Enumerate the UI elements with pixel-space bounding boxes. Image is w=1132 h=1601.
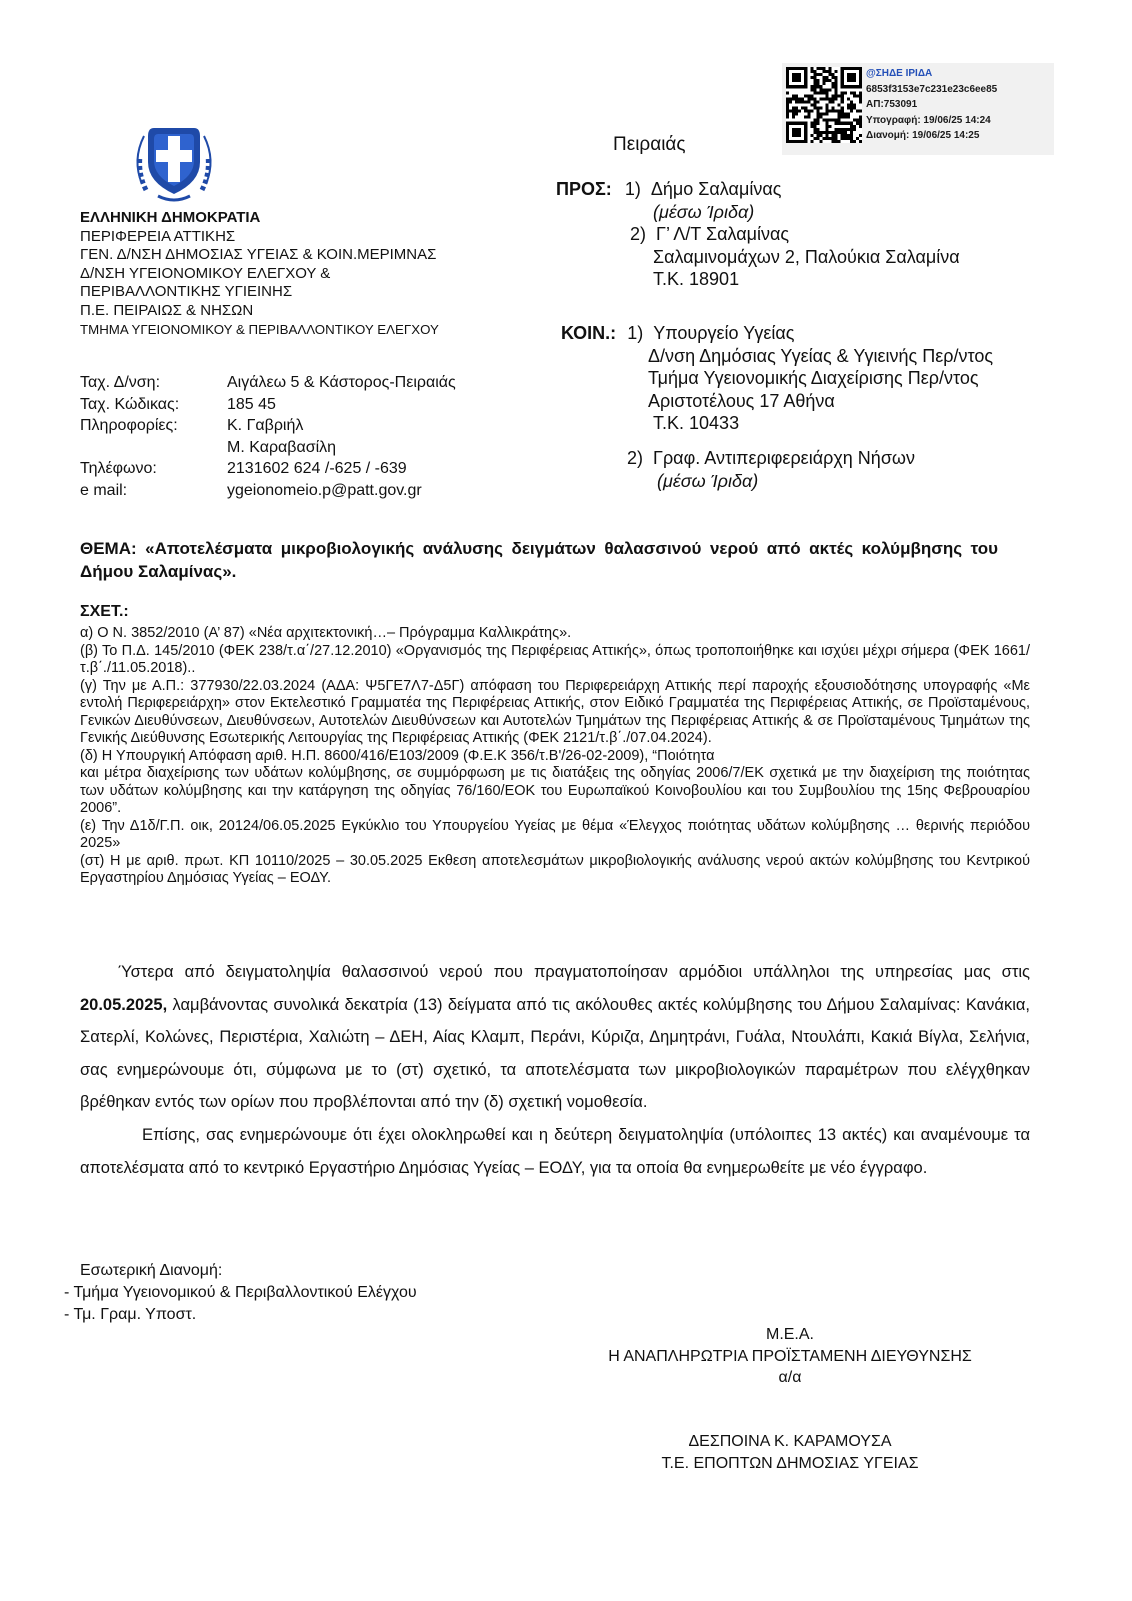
org-country: ΕΛΛΗΝΙΚΗ ΔΗΜΟΚΡΑΤΙΑ [80, 209, 261, 226]
cc-1-number: 1) [627, 323, 644, 343]
cc-1-line-2: Δ/νση Δημόσιας Υγείας & Υγιεινής Περ/ντος [648, 345, 994, 366]
signature-aa: α/α [778, 1369, 802, 1386]
org-department: ΤΜΗΜΑ ΥΓΕΙΟΝΟΜΙΚΟΥ & ΠΕΡΙΒΑΛΛΟΝΤΙΚΟΥ ΕΛΕΓΧΟΥ [80, 321, 439, 337]
cc-2-number: 2) [627, 447, 644, 468]
stamp-title: @ΣΗΔΕ ΙΡΙΔΑ [866, 68, 933, 79]
cc-line-2 [627, 447, 1081, 470]
to-2-postcode: Τ.Κ. 18901 [653, 269, 740, 290]
info-label: Πληροφορίες: [80, 417, 178, 435]
org-region: ΠΕΡΙΦΕΡΕΙΑ ΑΤΤΙΚΗΣ [80, 227, 236, 245]
body-p1-rest: λαμβάνοντας συνολικά δεκατρία (13) δείγματα από τις ακόλουθες ακτές κολύμβησης του Δήμου Σαλαμίνας: Κανάκια, Σατερλί, Κολώνες, Περιστέρια, Χαλιώτη – ΔΕΗ, Αίας Κλαμπ, Περάνι, Κύριζα, Δημητράνι, Γυάλα, Ντουλάπι, Κακιά Βίγλα, Σελήνια, σας ενημερώνουμε ότι, σύμφωνα με το (στ) σχετικό, τα αποτελέσματα των μικροβιολογικών παραμέτρων που ελέγχθηκαν βρέθηκαν εντός των ορίων που προβλέπονται από την (δ) σχετική νομοθεσία. [80, 995, 1030, 1112]
email-value: ygeionomeio.p@patt.gov.gr [227, 481, 422, 499]
address-label: Ταχ. Δ/νση: [80, 374, 161, 391]
cc-1-line-5: Τ.Κ. 10433 [653, 413, 740, 434]
contact-address-row [80, 372, 550, 394]
reference-d: (δ) Η Υπουργική Απόφαση αριθ. Η.Π. 8600/416/Ε103/2009 (Φ.Ε.Κ 356/τ.Β'/26-02-2009), “Ποιότητα [80, 747, 715, 764]
signer-title: Τ.Ε. ΕΠΟΠΤΩΝ ΔΗΜΟΣΙΑΣ ΥΓΕΙΑΣ [661, 1454, 919, 1472]
reference-a: α) Ο Ν. 3852/2010 (Α’ 87) «Νέα αρχιτεκτονική…– Πρόγραμμα Καλλικράτης». [80, 625, 572, 641]
phone-label: Τηλέφωνο: [80, 460, 157, 478]
distribution-item-1: - Τμήμα Υγειονομικού & Περιβαλλοντικού Ελέγχου [64, 1284, 417, 1301]
postcode-label: Ταχ. Κώδικας: [80, 395, 180, 413]
stamp-distribution-time: Διανομή: 19/06/25 14:25 [866, 130, 980, 142]
references-title: ΣΧΕΤ.: [80, 603, 129, 620]
signature-role: Η ΑΝΑΠΛΗΡΩΤΡΙΑ ΠΡΟΪΣΤΑΜΕΝΗ ΔΙΕΥΘΥΝΣΗΣ [608, 1347, 972, 1365]
qr-code-icon [786, 67, 862, 143]
issuing-authority [80, 209, 550, 339]
letter-body [80, 956, 1030, 1184]
signature-mea: Μ.Ε.Α. [765, 1326, 814, 1343]
cc-1-line-4: Αριστοτέλους 17 Αθήνα [648, 390, 835, 411]
reference-d-continued: και μέτρα διαχείρισης των υδάτων κολύμβησης, σε συμμόρφωση με τις διατάξεις της οδηγίας 2006/7/ΕΚ σχετικά με την διαχείριση της ποιότητας των υδάτων κολύμβησης και την κατάργηση της οδηγίας 76/160/ΕΟΚ του Ευρωπαϊκού Κοινοβουλίου και του Συμβουλίου της 15ης Φεβρουαρίου 2006”. [80, 765, 1030, 816]
signature-block [540, 1324, 1040, 1389]
to-1-number: 1) [624, 179, 641, 199]
internal-distribution-list [64, 1282, 417, 1325]
references-list [80, 625, 1030, 888]
org-directorate-line2: ΠΕΡΙΒΑΛΛΟΝΤΙΚΗΣ ΥΓΙΕΙΝΗΣ [80, 283, 293, 301]
stamp-hash: 6853f3153e7c231e23c6ee85 [866, 83, 998, 95]
cc-2-name: Γραφ. Αντιπεριφερειάρχη Νήσων [653, 447, 915, 468]
reference-c: (γ) Την με Α.Π.: 377930/22.03.2024 (ΑΔΑ: Ψ5ΓΕ7Λ7-Δ5Γ) απόφαση του Περιφερειάρχη Αττικής περί παροχής εξουσιοδότησης υπογραφής «Με εντολή Περιφερειάρχη» στον Εκτελεστικό Γραμματέα της Περιφέρειας Αττικής, στον Ειδικό Γραμματέα της Περιφέρειας Αττικής, σε Προϊσταμένους, Γενικών Διευθύνσεων, Διευθύνσεων, Αυτοτελών Διευθύνσεων και Αυτοτελών Τμημάτων της Περιφέρειας Αττικής & σε Προϊσταμένους Τμημάτων της Γενικής Διεύθυνσης Εσωτερικής Λειτουργίας της Περιφέρειας Αττικής (ΦΕΚ 2121/τ.β΄./07.04.2024). [80, 677, 1030, 746]
signer-name: ΔΕΣΠΟΙΝΑ Κ. ΚΑΡΑΜΟΥΣΑ [688, 1433, 892, 1450]
body-p1-intro: Ύστερα από δειγματοληψία θαλασσινού νερού που πραγματοποίησαν αρμόδιοι υπάλληλοι της υπηρεσίας μας στις [118, 963, 1030, 981]
info-value-2: Μ. Καραβασίλη [227, 438, 337, 456]
cc-1-line-3: Τμήμα Υγειονομικής Διαχείρισης Περ/ντος [648, 368, 979, 389]
address-value: Αιγάλεω 5 & Κάστορος-Πειραιάς [227, 374, 456, 391]
subject: ΘΕΜΑ: «Αποτελέσματα μικροβιολογικής ανάλυσης δειγμάτων θαλασσινού νερού από ακτές κολύμβησης του Δήμου Σαλαμίνας». [80, 539, 998, 581]
postcode-value: 185 45 [227, 395, 276, 413]
body-paragraph-2: Επίσης, σας ενημερώνουμε ότι έχει ολοκληρωθεί και η δεύτερη δειγματοληψία (υπόλοιπες 13 ακτές) και αναμένουμε τα αποτελέσματα από το κεντρικό Εργαστήριο Δημόσιας Υγείας – ΕΟΔΥ, για τα οποία θα ενημερωθείτε με νέο έγγραφο. [80, 1125, 1030, 1177]
contact-email-row [80, 480, 550, 502]
cc-line-1 [561, 322, 1081, 345]
distribution-item-2: - Τμ. Γραμ. Υποστ. [64, 1305, 197, 1323]
reference-f: (στ) Η με αριθ. πρωτ. ΚΠ 10110/2025 – 30.05.2025 Εκθεση αποτελεσμάτων μικροβιολογικής ανάλυσης νερού ακτών κολύμβησης του Κεντρικού Εργαστηρίου Δημόσιας Υγείας – ΕΟΔΥ. [80, 852, 1030, 886]
to-line-2 [630, 223, 1076, 246]
org-directorate-line1: Δ/ΝΣΗ ΥΓΕΙΟΝΟΜΙΚΟΥ ΕΛΕΓΧΟΥ & [80, 264, 331, 282]
body-paragraph-1 [80, 956, 1030, 1119]
to-2-number: 2) [630, 224, 647, 245]
iris-stamp-text [866, 66, 997, 144]
stamp-protocol: ΑΠ:753091 [866, 99, 918, 111]
phone-value: 2131602 624 /-625 / -639 [227, 460, 407, 478]
org-general-directorate: ΓΕΝ. Δ/ΝΣΗ ΔΗΜΟΣΙΑΣ ΥΓΕΙΑΣ & ΚΟΙΝ.ΜΕΡΙΜΝΑΣ [80, 246, 437, 264]
to-1-name: Δήμο Σαλαμίνας [650, 179, 782, 199]
contact-details [80, 372, 550, 502]
issue-city: Πειραιάς [613, 134, 686, 155]
contact-info-row-2 [80, 437, 550, 459]
to-label: ΠΡΟΣ: [556, 179, 612, 199]
recipients-to [556, 178, 1076, 291]
org-regional-unit: Π.Ε. ΠΕΙΡΑΙΩΣ & ΝΗΣΩΝ [80, 301, 254, 319]
cc-label: ΚΟΙΝ.: [561, 323, 617, 343]
signer [540, 1431, 1040, 1474]
contact-phone-row [80, 458, 550, 480]
to-1-via: (μέσω Ίριδα) [653, 201, 755, 222]
recipients-cc [561, 322, 1081, 492]
info-value-1: Κ. Γαβριήλ [227, 417, 304, 435]
to-2-name: Γ’ Λ/Τ Σαλαμίνας [656, 224, 790, 245]
to-line-1 [556, 178, 1076, 201]
contact-postcode-row [80, 394, 550, 416]
hellenic-republic-emblem [128, 114, 220, 206]
stamp-signature-time: Υπογραφή: 19/06/25 14:24 [866, 114, 991, 126]
email-label: e mail: [80, 481, 128, 499]
reference-e: (ε) Την Δ1δ/Γ.Π. οικ, 20124/06.05.2025 Εγκύκλιο του Υπουργείου Υγείας με θέμα «Έλεγχος ποιότητας υδάτων κολύμβησης … θερινής περιόδου 2025» [80, 817, 1030, 851]
cc-2-via: (μέσω Ίριδα) [657, 470, 759, 491]
contact-info-row [80, 415, 550, 437]
sampling-date: 20.05.2025, [80, 995, 168, 1014]
cc-1-name: Υπουργείο Υγείας [653, 323, 795, 343]
internal-distribution-title: Εσωτερική Διανομή: [80, 1262, 223, 1279]
reference-b: (β) Το Π.Δ. 145/2010 (ΦΕΚ 238/τ.α΄/27.12.2010) «Οργανισμός της Περιφέρειας Αττικής», όπως τροποποιήθηκε και ισχύει μέχρι σήμερα (ΦΕΚ 1661/τ.β΄./11.05.2018).. [80, 642, 1030, 676]
to-2-address: Σαλαμινομάχων 2, Παλούκια Σαλαμίνα [653, 246, 960, 267]
